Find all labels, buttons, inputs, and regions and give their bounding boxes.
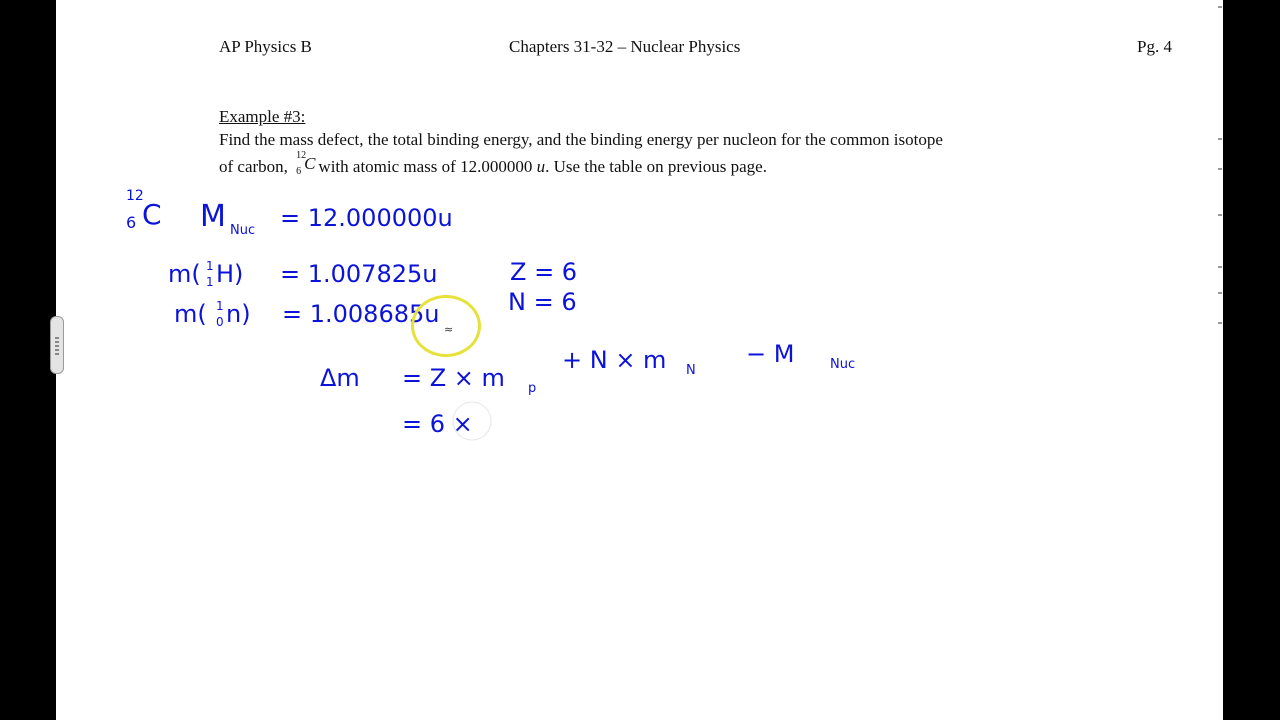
hw-isotope-symbol: C bbox=[142, 198, 162, 231]
hw-mh-value: = 1.007825u bbox=[280, 260, 438, 288]
hw-isotope-mass: 12 bbox=[126, 188, 144, 204]
nuclide-symbol: C bbox=[304, 154, 316, 173]
header-page-number: Pg. 4 bbox=[1137, 37, 1172, 56]
problem-prefix: of carbon, bbox=[219, 157, 288, 176]
problem-unit: u bbox=[536, 157, 546, 176]
problem-line-1: Find the mass defect, the total binding energy, and the binding energy per nucleon for the common isotope bbox=[219, 130, 943, 149]
hw-mh-open: m( bbox=[168, 260, 201, 288]
hw-z-value: Z = 6 bbox=[510, 258, 578, 286]
sidebar-collapse-handle[interactable] bbox=[50, 316, 64, 374]
right-black-margin bbox=[1223, 0, 1280, 720]
hw-mh-sub: 1 bbox=[206, 275, 214, 289]
problem-middle: with atomic mass of 12.000000 bbox=[318, 157, 533, 176]
hw-eq-sub-n: N bbox=[686, 363, 696, 378]
hw-mnuc-subscript: Nuc bbox=[230, 223, 256, 238]
hw-mn-sub: 0 bbox=[216, 315, 224, 329]
nuclide-mass-number: 12 bbox=[296, 150, 307, 161]
hw-step2: = 6 × bbox=[402, 410, 473, 438]
hw-mnuc-symbol: M bbox=[200, 199, 226, 234]
hw-mn-value: = 1.008685u bbox=[282, 300, 440, 328]
hw-n-value: N = 6 bbox=[508, 288, 577, 316]
hw-delta-m: Δm bbox=[320, 364, 360, 392]
hw-mnuc-value: = 12.000000u bbox=[280, 204, 453, 232]
hw-mn-sym: n) bbox=[226, 300, 251, 328]
document-page bbox=[56, 0, 1223, 720]
nuclide-atomic-number: 6 bbox=[296, 166, 302, 177]
hw-mn-open: m( bbox=[174, 300, 207, 328]
hw-isotope-z: 6 bbox=[126, 213, 137, 232]
example-title: Example #3: bbox=[219, 107, 306, 126]
hw-eq-mid: + N × m bbox=[562, 346, 667, 374]
hw-mh-sym: H) bbox=[216, 260, 244, 288]
hw-eq-sub-p: p bbox=[528, 381, 537, 396]
pen-tip-icon: ≈ bbox=[444, 323, 454, 336]
hw-mn-sup: 1 bbox=[216, 299, 224, 313]
hw-eq-rhs: = Z × m bbox=[402, 364, 505, 392]
grip-icon bbox=[55, 337, 59, 355]
hw-eq-minus: − M bbox=[746, 340, 795, 368]
hw-mh-sup: 1 bbox=[206, 259, 214, 273]
header-chapter: Chapters 31-32 – Nuclear Physics bbox=[509, 37, 741, 56]
problem-suffix: . Use the table on previous page. bbox=[545, 157, 767, 176]
handwriting-layer bbox=[56, 0, 1223, 720]
header-course: AP Physics B bbox=[219, 37, 312, 56]
hw-eq-sub-nuc: Nuc bbox=[830, 357, 856, 372]
right-edge-marks bbox=[1218, 0, 1224, 720]
